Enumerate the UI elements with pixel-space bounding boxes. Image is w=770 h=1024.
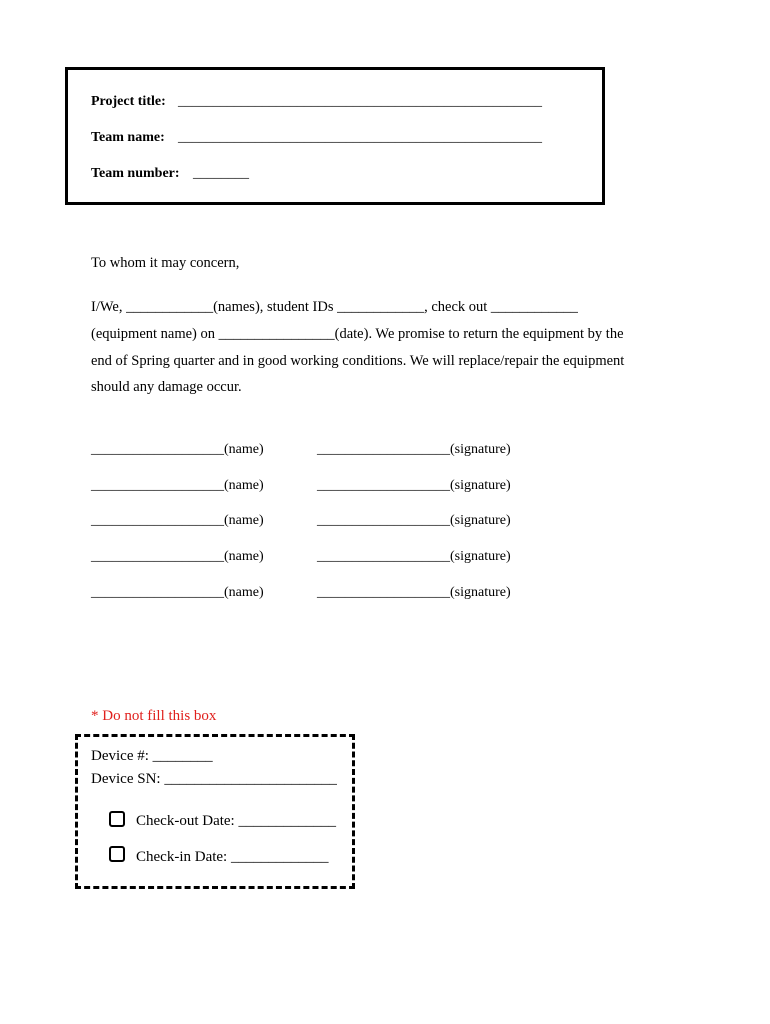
name-field[interactable]: ___________________(name) [91,549,264,564]
project-title-field[interactable]: ____________________________________________________ [178,94,542,109]
project-title-label: Project title: [91,94,166,109]
signature-field[interactable]: ___________________(signature) [317,585,511,600]
greeting: To whom it may concern, [91,255,240,271]
signature-field[interactable]: ___________________(signature) [317,513,511,528]
device-sn-field: Device SN: _______________________ [91,771,337,787]
signature-field[interactable]: ___________________(signature) [317,478,511,493]
team-name-field[interactable]: ____________________________________________________ [178,130,542,145]
name-field[interactable]: ___________________(name) [91,442,264,457]
name-field[interactable]: ___________________(name) [91,585,264,600]
checkout-checkbox[interactable] [109,811,125,827]
checkin-checkbox[interactable] [109,846,125,862]
team-number-field[interactable]: ________ [193,166,249,181]
device-number-field: Device #: ________ [91,748,213,764]
letter-line-2: (equipment name) on ________________(date). We promise to return the equipment by the [91,326,624,342]
letter-line-1: I/We, ____________(names), student IDs ____________, check out ____________ [91,299,578,315]
name-field[interactable]: ___________________(name) [91,478,264,493]
signature-field[interactable]: ___________________(signature) [317,442,511,457]
letter-line-4: should any damage occur. [91,379,242,395]
team-number-label: Team number: [91,166,180,181]
name-field[interactable]: ___________________(name) [91,513,264,528]
do-not-fill-note: * Do not fill this box [91,708,217,724]
signature-field[interactable]: ___________________(signature) [317,549,511,564]
checkin-date-field: Check-in Date: _____________ [136,849,329,865]
letter-line-3: end of Spring quarter and in good working conditions. We will replace/repair the equipment [91,353,625,369]
team-name-label: Team name: [91,130,165,145]
checkout-date-field: Check-out Date: _____________ [136,813,336,829]
